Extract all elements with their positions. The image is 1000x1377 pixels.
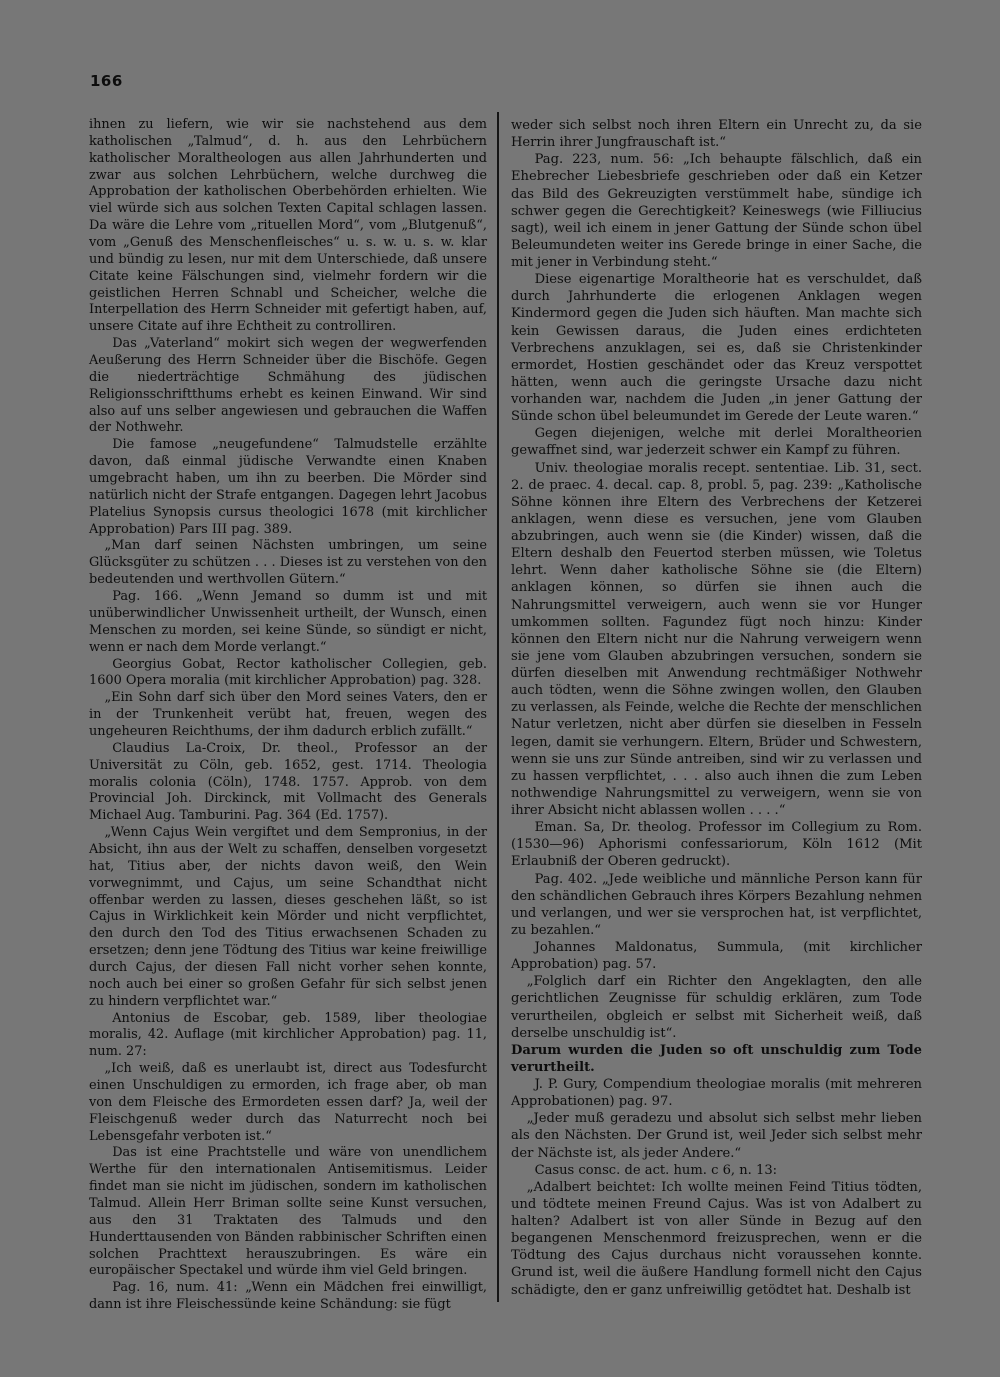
citation-paragraph: Univ. theologiae moralis recept. sententiae. Lib. 31, sect. 2. de praec. 4. decal. cap. 8, probl. 5, pag. 239: „Katholische Söhne können ihre Eltern des Verbrechens der Ketzerei anklagen, wenn diese es versuchen, jene vom Glauben abzubringen, auch wenn sie (die Kinder) wissen, daß die Eltern deshalb den Feuertod sterben müssen, wie Toletus lehrt. Wenn daher katholische Söhne sie (die Eltern) anklagen können, so dürfen sie ihnen auch die Nahrungsmittel verweigern, auch wenn sie vor Hunger umkommen sollten. Fagundez fügt noch hinzu: Kinder können den Eltern nicht nur die Nahrung verweigern wenn sie jene vom Glauben abzubringen versuchen, sondern sie dürfen dieselben mit Anwendung rechtmäßiger Nothwehr auch tödten, wenn die Söhne zwingen wollen, den Glauben zu verlassen, als Feinde, welche die Rechte der menschlichen Natur verletzen, nicht aber dürfen sie dieselben in Fesseln legen, damit sie verhungern. Eltern, Brüder und Schwestern, wenn sie uns zur Sünde antreiben, sind wir zu verlassen und zu hassen verpflichtet, . . . also auch ihnen die zum Leben nothwendige Nahrungsmittel zu verweigern, wenn sie von ihrer Absicht nicht ablassen wollen . . . .“ [511, 460, 922, 818]
paragraph: Gegen diejenigen, welche mit derlei Moraltheorien gewaffnet sind, war jederzeit schwer ein Kampf zu führen. [511, 426, 922, 459]
paragraph: Pag. 402. „Jede weibliche und männliche Person kann für den schändlichen Gebrauch ihres Körpers Bezahlung nehmen und verlangen, und wer sie versprochen hat, ist verpflichtet, zu bezahlen.“ [511, 871, 923, 938]
left-column [89, 117, 487, 1314]
paragraph: Pag. 16, num. 41: „Wenn ein Mädchen frei einwilligt, dann ist ihre Fleischessünde keine Schändung: sie fügt [89, 1280, 487, 1313]
paragraph: Pag. 223, num. 56: „Ich behaupte fälschlich, daß ein Ehebrecher Liebesbriefe geschrieben oder daß ein Ketzer das Bild des Gekreuzigten verstümmelt habe, sündige ich schwer gegen die Gerechtigkeit? Keineswegs (wie Filliucius sagt), weil ich einem in jener Gattung der Sünde schon übel Beleumundeten weiter ins Gerede bringe in einer Sache, die mit jener in Verbindung steht.“ [511, 152, 922, 270]
quote-paragraph: „Ich weiß, daß es unerlaubt ist, direct aus Todesfurcht einen Unschuldigen zu ermorden, ich frage aber, ob man von dem Fleische des Ermordeten essen darf? Ja, weil der Fleischgenuß weder durch das Naturrecht noch bei Lebensgefahr verboten ist.“ [89, 1061, 487, 1144]
bold-heading-paragraph: Darum wurden die Juden so oft unschuldig zum Tode verurtheilt. [511, 1042, 922, 1075]
citation-paragraph: Antonius de Escobar, geb. 1589, liber theologiae moralis, 42. Auflage (mit kirchlicher Approbation) pag. 11, num. 27: [89, 1010, 487, 1060]
citation-paragraph: Claudius La-Croix, Dr. theol., Professor an der Universität zu Cöln, geb. 1652, gest. 1714. Theologia moralis colonia (Cöln), 1748. 1757. Approb. von dem Provincial Joh. Dirckinck, mit Vollmacht des Generals Michael Aug. Tamburini. Pag. 364 (Ed. 1757). [89, 740, 487, 824]
quote-paragraph: „Wenn Cajus Wein vergiftet und dem Sempronius, in der Absicht, ihn aus der Welt zu schaffen, denselben vorgesetzt hat, Titius aber, der nichts davon weiß, den Wein vorwegnimmt, und Cajus, um seine Schandthat nicht offenbar werden zu lassen, dieses geschehen läßt, so ist Cajus in Wirklichkeit kein Mörder und nicht verpflichtet, den durch den Tod des Titius erwachsenen Schaden zu ersetzen; denn jene Tödtung des Titius war keine freiwillige durch Cajus, der diesen Fall nicht vorher sehen konnte, noch auch bei einer so großen Gefahr für sich selbst jenen zu hindern verpflichtet war.“ [89, 825, 487, 1009]
quote-paragraph: „Adalbert beichtet: Ich wollte meinen Feind Titius tödten, und tödtete meinen Freund Cajus. Was ist von Adalbert zu halten? Adalbert ist von aller Sünde in Bezug auf den begangenen Menschenmord freizusprechen, wenn er die Tödtung des Cajus durchaus nicht voraussehen konnte. Grund ist, weil die äußere Handlung formell nicht den Cajus schädigte, den er ganz unfreiwillig getödtet hat. Deshalb ist [511, 1179, 922, 1298]
quote-paragraph: „Jeder muß geradezu und absolut sich selbst mehr lieben als den Nächsten. Der Grund ist, weil Jeder sich selbst mehr der Nächste ist, als jeder Andere.“ [511, 1111, 922, 1161]
citation-paragraph: Casus consc. de act. hum. c 6, n. 13: [534, 1162, 778, 1178]
quote-paragraph: „Folglich darf ein Richter den Angeklagten, den alle gerichtlichen Zeugnisse für schuldig erklären, zum Tode verurtheilen, obgleich er selbst mit Sicherheit weiß, daß derselbe unschuldig ist“. [511, 974, 922, 1041]
column-divider [497, 112, 499, 1302]
paragraph: ihnen zu liefern, wie wir sie nachstehend aus dem katholischen „Talmud“, d. h. aus den Lehrbüchern katholischer Moraltheologen aus allen Jahrhunderten und zwar aus solchen Lehrbüchern, welche durchweg die Approbation der katholischen Oberbehörden erhielten. Wie viel würde sich aus solchen Texten Capital schlagen lassen. Da wäre die Lehre vom „rituellen Mord“, vom „Blutgenuß“, vom „Genuß des Menschenfleisches“ u. s. w. u. s. w. klar und bündig zu lesen, nur mit dem Unterschiede, daß unsere Citate keine Fälschungen sind, vielmehr fordern wir die geistlichen Herren Schnabl und Scheicher, welche die Interpellation des Herrn Schneider mit gefertigt haben, auf, unsere Citate auf ihre Echtheit zu controlliren. [89, 117, 487, 335]
citation-paragraph: Johannes Maldonatus, Summula, (mit kirchlicher Approbation) pag. 57. [511, 940, 922, 973]
page-number: 166 [90, 72, 123, 90]
paragraph: Die famose „neugefundene“ Talmudstelle erzählte davon, daß einmal jüdische Verwandte einen Knaben umgebracht haben, um ihn zu beerben. Die Mörder sind natürlich nicht der Strafe entgangen. Dagegen lehrt Jacobus Platelius Synopsis cursus theologici 1678 (mit kirchlicher Approbation) Pars III pag. 389. [89, 437, 487, 537]
paragraph: Pag. 166. „Wenn Jemand so dumm ist und mit unüberwindlicher Unwissenheit urtheilt, der Wunsch, einen Menschen zu morden, sei keine Sünde, so sündigt er nicht, wenn er nach dem Morde verlangt.“ [89, 589, 487, 655]
right-column [511, 117, 922, 1299]
citation-paragraph: Eman. Sa, Dr. theolog. Professor im Collegium zu Rom. (1530—96) Aphorismi confessariorum, Köln 1612 (Mit Erlaubniß der Oberen gedruckt). [511, 820, 922, 870]
citation-paragraph: Georgius Gobat, Rector katholischer Collegien, geb. 1600 Opera moralia (mit kirchlicher Approbation) pag. 328. [89, 656, 487, 689]
paragraph: Das ist eine Prachtstelle und wäre von unendlichem Werthe für den internationalen Antisemitismus. Leider findet man sie nicht im jüdischen, sondern im katholischen Talmud. Allein Herr Briman sollte seine Kunst versuchen, aus den 31 Traktaten des Talmuds und den Hunderttausenden von Bänden rabbinischer Schriften einen solchen Prachttext herauszubringen. Es wäre ein europäischer Spectakel und würde ihm viel Geld bringen. [89, 1145, 487, 1279]
paragraph: Diese eigenartige Moraltheorie hat es verschuldet, daß durch Jahrhunderte die erlogenen Anklagen wegen Kindermord gegen die Juden sich häuften. Man machte sich kein Gewissen daraus, die Juden eines erdichteten Verbrechens anzuklagen, sei es, daß sie Christenkinder ermordet, Hostien geschändet oder das Kreuz verspottet hätten, wenn auch die geringste Ursache dazu nicht vorhanden war, nachdem die Juden „in jener Gattung der Sünde schon übel beleumundet im Gerede der Leute waren.“ [511, 272, 922, 425]
quote-paragraph: „Ein Sohn darf sich über den Mord seines Vaters, den er in der Trunkenheit verübt hat, freuen, wegen des ungeheuren Reichthums, der ihm dadurch erblich zufällt.“ [89, 690, 487, 739]
paragraph: weder sich selbst noch ihren Eltern ein Unrecht zu, da sie Herrin ihrer Jungfrauschaft ist.“ [511, 118, 922, 151]
quote-paragraph: „Man darf seinen Nächsten umbringen, um seine Glücksgüter zu schützen . . . Dieses ist zu verstehen von den bedeutenden und werthvollen Gütern.“ [89, 538, 487, 588]
citation-paragraph: J. P. Gury, Compendium theologiae moralis (mit mehreren Approbationen) pag. 97. [511, 1077, 922, 1110]
paragraph: Das „Vaterland“ mokirt sich wegen der wegwerfenden Aeußerung des Herrn Schneider über die Bischöfe. Gegen die niederträchtige Schmähung des jüdischen Religionsschriftthums erhebt es keinen Einwand. Wir sind also auf uns selber angewiesen und gebrauchen die Waffen der Nothwehr. [89, 336, 487, 436]
